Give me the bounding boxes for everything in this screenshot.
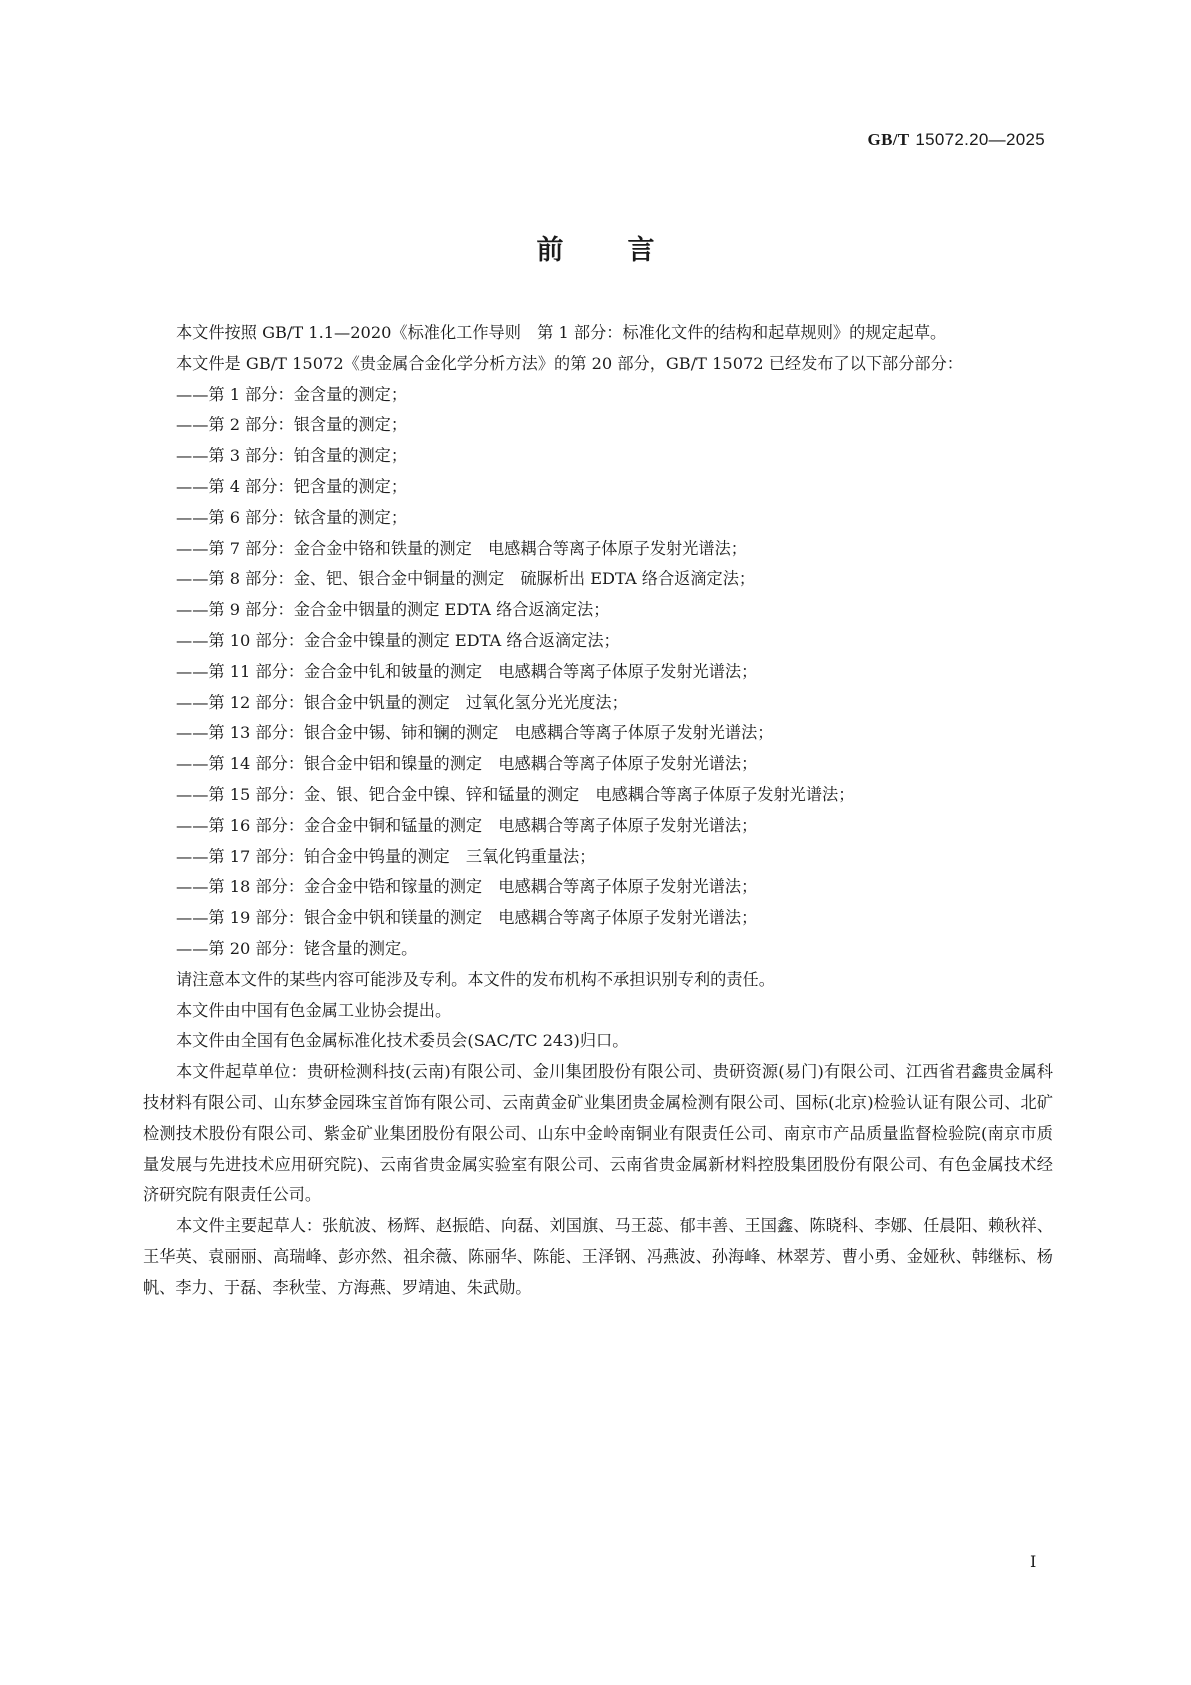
page-number: I: [1030, 1552, 1037, 1571]
list-item: ——第 8 部分：金、钯、银合金中铜量的测定 硫脲析出 EDTA 络合返滴定法；: [176, 569, 756, 589]
list-item: ——第 13 部分：银合金中锡、铈和镧的测定 电感耦合等离子体原子发射光谱法；: [176, 723, 774, 743]
title-char-1: 前: [536, 235, 564, 266]
list-item: ——第 17 部分：铂合金中钨量的测定 三氧化钨重量法；: [176, 846, 596, 866]
list-item: ——第 2 部分：银含量的测定；: [176, 415, 408, 435]
parts-list: [143, 380, 1053, 965]
page-title: [0, 228, 1191, 267]
centralized-by: 本文件由全国有色金属标准化技术委员会(SAC/TC 243)归口。: [176, 1031, 629, 1051]
list-item: ——第 3 部分：铂含量的测定；: [176, 446, 408, 466]
list-item: ——第 7 部分：金合金中铬和铁量的测定 电感耦合等离子体原子发射光谱法；: [176, 538, 747, 558]
list-item: ——第 12 部分：银合金中钒量的测定 过氧化氢分光光度法；: [176, 692, 628, 712]
main-drafters: 本文件主要起草人：张航波、杨辉、赵振皓、向磊、刘国旗、马王蕊、郁丰善、王国鑫、陈晓科、李娜、任晨阳、赖秋祥、王华英、袁丽丽、高瑞峰、彭亦然、祖余薇、陈丽华、陈能、王泽钢、冯燕波、孙海峰、林翠芳、曹小勇、金娅秋、韩继标、杨帆、李力、于磊、李秋莹、方海燕、罗靖迪、朱武勋。: [143, 1216, 1053, 1297]
doc-prefix: GB/T: [867, 130, 910, 149]
list-item: ——第 16 部分：金合金中铜和锰量的测定 电感耦合等离子体原子发射光谱法；: [176, 815, 758, 835]
list-item: ——第 9 部分：金合金中铟量的测定 EDTA 络合返滴定法；: [176, 600, 610, 620]
proposed-by: 本文件由中国有色金属工业协会提出。: [176, 1000, 452, 1020]
list-item: ——第 20 部分：铑含量的测定。: [176, 938, 418, 958]
patent-notice: 请注意本文件的某些内容可能涉及专利。本文件的发布机构不承担识别专利的责任。: [176, 969, 775, 989]
paragraph-series-intro: 本文件是 GB/T 15072《贵金属合金化学分析方法》的第 20 部分，GB/T 15072 已经发布了以下部分部分：: [176, 353, 963, 373]
title-char-2: 言: [627, 235, 655, 266]
list-item: ——第 18 部分：金合金中锆和镓量的测定 电感耦合等离子体原子发射光谱法；: [176, 877, 758, 897]
paragraph-drafting-rules: 本文件按照 GB/T 1.1—2020《标准化工作导则 第 1 部分：标准化文件的结构和起草规则》的规定起草。: [176, 323, 947, 342]
doc-number: 15072.20—2025: [915, 130, 1045, 149]
list-item: ——第 6 部分：铱含量的测定；: [176, 507, 408, 527]
drafting-units: 本文件起草单位：贵研检测科技(云南)有限公司、金川集团股份有限公司、贵研资源(易门)有限公司、江西省君鑫贵金属科技材料有限公司、山东梦金园珠宝首饰有限公司、云南黄金矿业集团贵金属检测有限公司、国标(北京)检验认证有限公司、北矿检测技术股份有限公司、紫金矿业集团股份有限公司、山东中金岭南铜业有限责任公司、南京市产品质量监督检验院(南京市质量发展与先进技术应用研究院)、云南省贵金属实验室有限公司、云南省贵金属新材料控股集团股份有限公司、有色金属技术经济研究院有限责任公司。: [143, 1062, 1053, 1205]
list-item: ——第 11 部分：金合金中钆和铍量的测定 电感耦合等离子体原子发射光谱法；: [176, 661, 758, 681]
list-item: ——第 14 部分：银合金中铝和镍量的测定 电感耦合等离子体原子发射光谱法；: [176, 754, 758, 774]
list-item: ——第 15 部分：金、银、钯合金中镍、锌和锰量的测定 电感耦合等离子体原子发射光谱法；: [176, 784, 855, 804]
document-code: [868, 130, 1045, 150]
list-item: ——第 1 部分：金含量的测定；: [176, 384, 408, 404]
list-item: ——第 4 部分：钯含量的测定；: [176, 476, 408, 496]
list-item: ——第 10 部分：金合金中镍量的测定 EDTA 络合返滴定法；: [176, 630, 620, 650]
foreword-body: [143, 318, 1053, 1304]
list-item: ——第 19 部分：银合金中钒和镁量的测定 电感耦合等离子体原子发射光谱法；: [176, 908, 758, 928]
